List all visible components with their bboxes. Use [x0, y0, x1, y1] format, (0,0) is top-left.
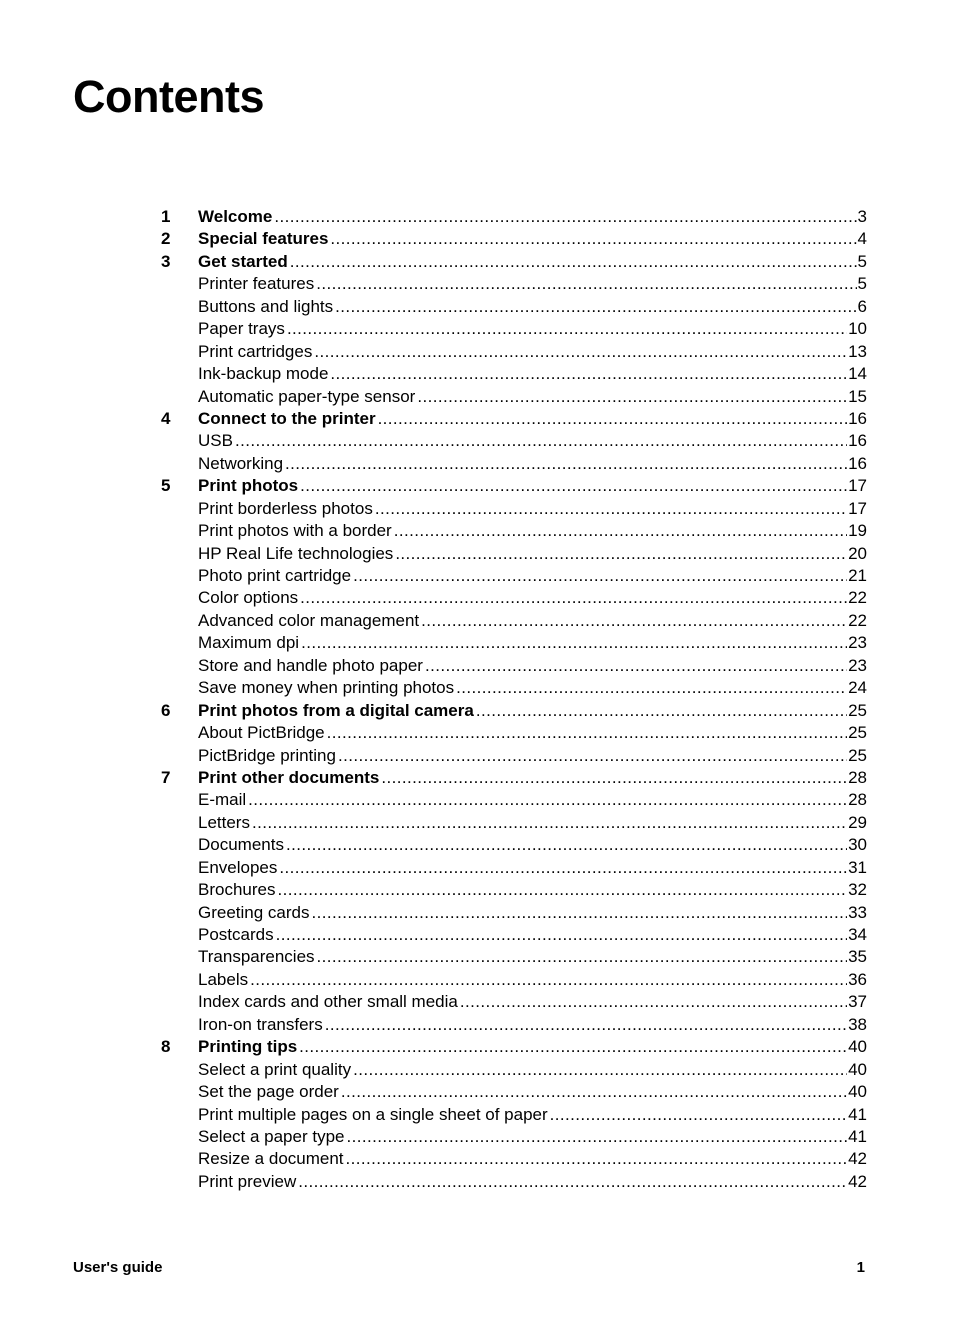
toc-dot-leader	[421, 610, 847, 632]
toc-section-entry[interactable]	[161, 386, 867, 408]
toc-page-number: 25	[848, 723, 867, 743]
toc-dot-leader	[346, 1148, 848, 1170]
toc-section-entry[interactable]	[161, 318, 867, 340]
toc-page-number: 3	[857, 207, 867, 226]
toc-page-number: 40	[848, 1037, 867, 1057]
table-of-contents	[161, 206, 867, 1193]
toc-page-number: 5	[857, 251, 867, 271]
toc-page-number: 6	[857, 296, 867, 316]
toc-dot-leader	[298, 1171, 847, 1193]
toc-section-entry[interactable]	[161, 902, 867, 924]
toc-page-number: 32	[848, 880, 867, 900]
toc-section-entry[interactable]	[161, 991, 867, 1013]
toc-dot-leader	[290, 251, 857, 273]
toc-entry-title: Brochures	[198, 880, 276, 900]
toc-dot-leader	[353, 1059, 847, 1081]
toc-entry-title: USB	[198, 431, 233, 451]
toc-page-number: 13	[848, 341, 867, 361]
toc-section-entry[interactable]	[161, 969, 867, 991]
toc-page-number: 21	[848, 566, 867, 585]
toc-page-number: 38	[848, 1014, 867, 1034]
toc-section-entry[interactable]	[161, 363, 867, 385]
toc-dot-leader	[276, 924, 847, 946]
toc-page-number: 33	[848, 902, 867, 922]
toc-dot-leader	[300, 587, 847, 609]
toc-section-entry[interactable]	[161, 1171, 867, 1193]
toc-page-number: 17	[848, 498, 867, 518]
toc-section-entry[interactable]	[161, 1126, 867, 1148]
toc-entry-title: Print multiple pages on a single sheet of paper	[198, 1104, 548, 1124]
toc-entry-title: Ink-backup mode	[198, 364, 329, 384]
toc-dot-leader	[316, 273, 856, 295]
toc-entry-title: Networking	[198, 453, 284, 473]
toc-dot-leader	[327, 722, 847, 744]
toc-section-entry[interactable]	[161, 812, 867, 834]
toc-entry-title: Transparencies	[198, 947, 315, 967]
toc-page-number: 34	[848, 925, 867, 944]
toc-page-number: 28	[848, 767, 867, 787]
toc-page-number: 23	[848, 655, 867, 675]
toc-section-entry[interactable]	[161, 677, 867, 699]
toc-dot-leader	[460, 991, 847, 1013]
toc-page-number: 40	[848, 1059, 867, 1079]
toc-chapter-number: 1	[161, 207, 171, 226]
toc-entry-title: About PictBridge	[198, 723, 325, 743]
toc-section-entry[interactable]	[161, 430, 867, 452]
toc-entry-title: Select a print quality	[198, 1059, 352, 1079]
footer-guide-title: User's guide	[73, 1259, 163, 1276]
toc-entry-title: Maximum dpi	[198, 633, 300, 653]
toc-section-entry[interactable]	[161, 745, 867, 767]
toc-section-entry[interactable]	[161, 924, 867, 946]
toc-entry-title: Print other documents	[198, 767, 380, 787]
toc-entry-title: Connect to the printer	[198, 408, 376, 428]
toc-page-number: 36	[848, 969, 867, 989]
toc-entry-title: Print photos from a digital camera	[198, 700, 474, 720]
toc-page-number: 31	[848, 857, 867, 877]
toc-dot-leader	[381, 767, 847, 789]
toc-section-entry[interactable]	[161, 722, 867, 744]
toc-chapter-entry[interactable]	[161, 251, 867, 273]
toc-entry-title: Labels	[198, 969, 249, 989]
toc-page-number: 10	[848, 319, 867, 339]
toc-dot-leader	[314, 341, 847, 363]
toc-section-entry[interactable]	[161, 453, 867, 475]
toc-dot-leader	[425, 655, 847, 677]
toc-page-number: 29	[848, 812, 867, 832]
toc-page-number: 24	[848, 678, 867, 698]
toc-entry-title: Index cards and other small media	[198, 992, 458, 1012]
toc-entry-title: Save money when printing photos	[198, 678, 455, 698]
toc-entry-title: Photo print cartridge	[198, 566, 352, 585]
toc-entry-title: Printer features	[198, 274, 315, 294]
toc-dot-leader	[325, 1014, 847, 1036]
toc-section-entry[interactable]	[161, 789, 867, 811]
toc-dot-leader	[395, 543, 847, 565]
toc-page-number: 19	[848, 521, 867, 541]
toc-dot-leader	[346, 1126, 847, 1148]
toc-page-number: 17	[848, 476, 867, 496]
toc-page-number: 28	[848, 790, 867, 810]
toc-entry-title: Print cartridges	[198, 341, 313, 361]
toc-entry-title: Advanced color management	[198, 610, 420, 630]
toc-dot-leader	[287, 318, 847, 340]
toc-page-number: 35	[848, 947, 867, 967]
toc-chapter-number: 6	[161, 700, 171, 720]
footer-page-number: 1	[856, 1259, 865, 1276]
toc-entry-title: Store and handle photo paper	[198, 655, 423, 675]
toc-chapter-entry[interactable]	[161, 475, 867, 497]
toc-dot-leader	[330, 228, 856, 250]
toc-chapter-number: 2	[161, 229, 171, 249]
toc-section-entry[interactable]	[161, 543, 867, 565]
toc-page-number: 40	[848, 1082, 867, 1102]
toc-entry-title: Documents	[198, 835, 284, 855]
toc-entry-title: HP Real Life technologies	[198, 543, 394, 563]
toc-entry-title: Special features	[198, 229, 329, 249]
toc-chapter-number: 7	[161, 767, 171, 787]
toc-dot-leader	[248, 789, 847, 811]
toc-entry-title: Automatic paper-type sensor	[198, 386, 416, 406]
toc-chapter-entry[interactable]	[161, 1036, 867, 1058]
toc-entry-title: Set the page order	[198, 1082, 339, 1102]
toc-section-entry[interactable]	[161, 610, 867, 632]
toc-entry-title: Greeting cards	[198, 902, 310, 922]
toc-dot-leader	[312, 902, 848, 924]
toc-entry-title: Printing tips	[198, 1037, 298, 1057]
toc-page-number: 16	[848, 453, 867, 473]
toc-entry-title: Letters	[198, 812, 250, 832]
toc-dot-leader	[456, 677, 847, 699]
toc-dot-leader	[274, 206, 856, 228]
toc-page-number: 37	[848, 992, 867, 1012]
toc-entry-title: Select a paper type	[198, 1126, 345, 1146]
toc-entry-title: Print photos with a border	[198, 521, 392, 541]
toc-page-number: 25	[848, 700, 867, 720]
toc-entry-title: Resize a document	[198, 1149, 344, 1169]
toc-dot-leader	[550, 1104, 847, 1126]
toc-dot-leader	[250, 969, 847, 991]
toc-section-entry[interactable]	[161, 946, 867, 968]
toc-entry-title: Get started	[198, 251, 288, 271]
toc-chapter-entry[interactable]	[161, 408, 867, 430]
toc-section-entry[interactable]	[161, 587, 867, 609]
toc-section-entry[interactable]	[161, 879, 867, 901]
toc-page-number: 22	[848, 610, 867, 630]
toc-chapter-number: 8	[161, 1037, 171, 1057]
toc-chapter-entry[interactable]	[161, 228, 867, 250]
toc-entry-title: Print borderless photos	[198, 498, 373, 518]
toc-dot-leader	[252, 812, 847, 834]
toc-chapter-entry[interactable]	[161, 767, 867, 789]
toc-dot-leader	[301, 632, 847, 654]
toc-page-number: 16	[848, 408, 867, 428]
toc-section-entry[interactable]	[161, 1081, 867, 1103]
toc-dot-leader	[330, 363, 847, 385]
toc-page-number: 25	[848, 745, 867, 765]
toc-entry-title: Welcome	[198, 207, 273, 226]
toc-page-number: 42	[848, 1149, 867, 1169]
toc-dot-leader	[476, 700, 847, 722]
toc-chapter-number: 4	[161, 408, 171, 428]
toc-section-entry[interactable]	[161, 1148, 867, 1170]
toc-dot-leader	[277, 879, 847, 901]
toc-page-number: 15	[848, 386, 867, 406]
toc-dot-leader	[317, 946, 848, 968]
toc-entry-title: Buttons and lights	[198, 296, 334, 316]
toc-dot-leader	[394, 520, 847, 542]
toc-chapter-entry[interactable]	[161, 700, 867, 722]
toc-section-entry[interactable]	[161, 341, 867, 363]
toc-chapter-number: 5	[161, 476, 171, 496]
toc-page-number: 30	[848, 835, 867, 855]
toc-section-entry[interactable]	[161, 273, 867, 295]
toc-page-number: 23	[848, 633, 867, 653]
toc-dot-leader	[285, 453, 847, 475]
toc-entry-title: PictBridge printing	[198, 745, 336, 765]
toc-section-entry[interactable]	[161, 834, 867, 856]
toc-dot-leader	[279, 857, 847, 879]
toc-dot-leader	[286, 834, 847, 856]
toc-entry-title: Iron-on transfers	[198, 1014, 323, 1034]
toc-section-entry[interactable]	[161, 1104, 867, 1126]
toc-section-entry[interactable]	[161, 857, 867, 879]
toc-section-entry[interactable]	[161, 632, 867, 654]
toc-section-entry[interactable]	[161, 296, 867, 318]
toc-entry-title: Paper trays	[198, 319, 285, 339]
toc-entry-title: Print preview	[198, 1171, 297, 1191]
toc-chapter-number: 3	[161, 251, 171, 271]
toc-section-entry[interactable]	[161, 655, 867, 677]
toc-page-number: 5	[857, 274, 867, 294]
toc-page-number: 22	[848, 588, 867, 608]
toc-dot-leader	[335, 296, 856, 318]
toc-entry-title: Envelopes	[198, 857, 278, 877]
toc-entry-title: Color options	[198, 588, 299, 608]
toc-dot-leader	[300, 475, 847, 497]
toc-dot-leader	[338, 745, 847, 767]
toc-page-number: 42	[848, 1171, 867, 1191]
toc-page-number: 14	[848, 364, 867, 384]
page-title: Contents	[73, 71, 264, 122]
toc-page-number: 4	[857, 229, 867, 249]
toc-dot-leader	[235, 430, 847, 452]
toc-dot-leader	[353, 565, 847, 587]
toc-dot-leader	[299, 1036, 847, 1058]
toc-dot-leader	[341, 1081, 847, 1103]
toc-page-number: 16	[848, 431, 867, 451]
toc-dot-leader	[417, 386, 847, 408]
toc-dot-leader	[375, 498, 847, 520]
toc-page-number: 20	[848, 543, 867, 563]
toc-section-entry[interactable]	[161, 498, 867, 520]
toc-entry-title: Postcards	[198, 925, 274, 944]
toc-dot-leader	[378, 408, 848, 430]
toc-section-entry[interactable]	[161, 1014, 867, 1036]
toc-section-entry[interactable]	[161, 1059, 867, 1081]
toc-section-entry[interactable]	[161, 565, 867, 587]
toc-page-number: 41	[848, 1104, 867, 1124]
toc-entry-title: Print photos	[198, 476, 299, 496]
toc-section-entry[interactable]	[161, 520, 867, 542]
toc-page-number: 41	[848, 1126, 867, 1146]
toc-chapter-entry[interactable]	[161, 206, 867, 228]
toc-entry-title: E-mail	[198, 790, 247, 810]
